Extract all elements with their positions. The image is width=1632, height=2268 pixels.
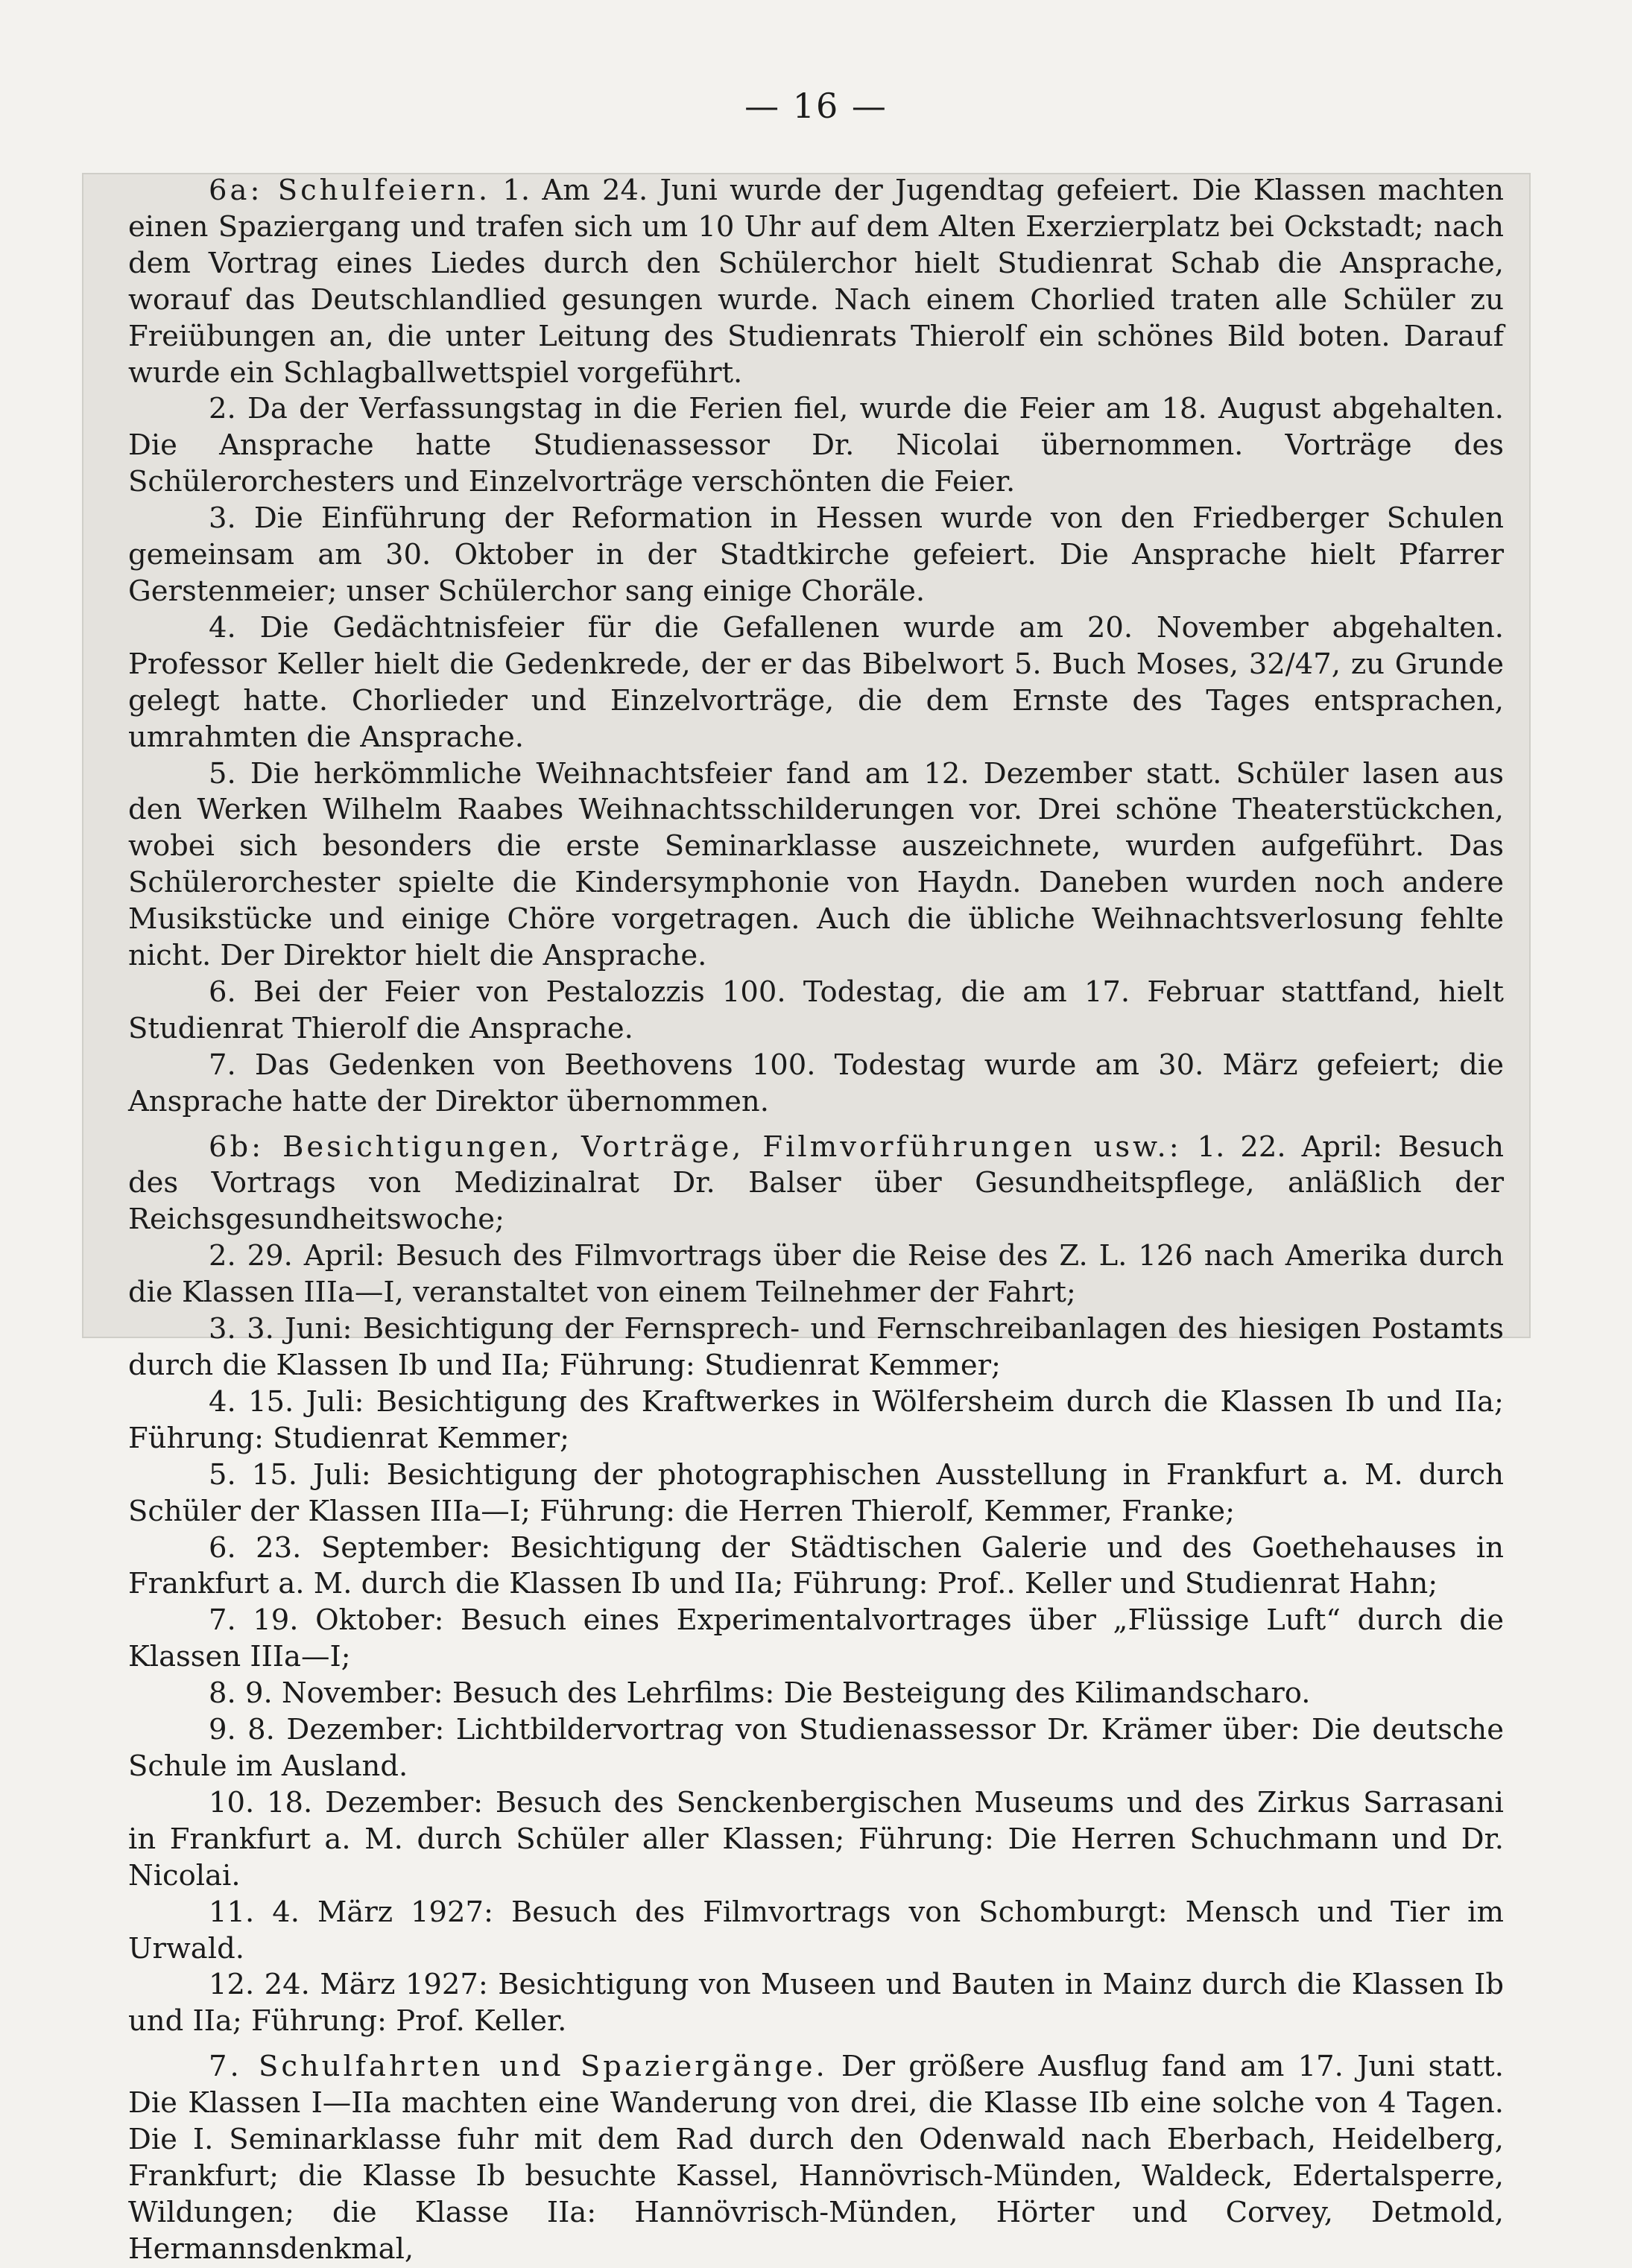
section-heading-6b: 6b: Besichtigungen, Vorträge, Filmvorführungen usw.: <box>209 1130 1182 1164</box>
paragraph-besichtigungen-4: 4. 15. Juli: Besichtigung des Kraftwerkes in Wölfersheim durch die Klassen Ib und IIa; Führung: Studienrat Kemmer; <box>128 1384 1504 1455</box>
paragraph-schulfeiern-3: 3. Die Einführung der Reformation in Hessen wurde von den Friedberger Schulen gemeinsam am 30. Oktober in der Stadtkirche gefeiert. Die Ansprache hielt Pfarrer Gerstenmeier; unser Schülerchor sang einige Choräle. <box>128 501 1504 608</box>
paragraph-besichtigungen-2: 2. 29. April: Besuch des Filmvortrags über die Reise des Z. L. 126 nach Amerika durch die Klassen IIIa—I, veranstaltet von einem Teilnehmer der Fahrt; <box>128 1239 1504 1310</box>
page-number: — 16 — <box>744 86 888 126</box>
paragraph-besichtigungen-1 <box>128 1130 1504 1239</box>
paragraph-besichtigungen-6: 6. 23. September: Besichtigung der Städtischen Galerie und des Goethehauses in Frankfurt a. M. durch die Klassen Ib und IIa; Führung: Prof.. Keller und Studienrat Hahn; <box>128 1530 1504 1601</box>
paragraph-besichtigungen-5: 5. 15. Juli: Besichtigung der photographischen Ausstellung in Frankfurt a. M. durch Schüler der Klassen IIIa—I; Führung: die Herren Thierolf, Kemmer, Franke; <box>128 1457 1504 1528</box>
paragraph-besichtigungen-9: 9. 8. Dezember: Lichtbildervortrag von Studienassessor Dr. Krämer über: Die deutsche Schule im Ausland. <box>128 1713 1504 1783</box>
paragraph-schulfeiern-2: 2. Da der Verfassungstag in die Ferien fiel, wurde die Feier am 18. August abgehalten. Die Ansprache hatte Studienassessor Dr. Nicolai übernommen. Vorträge des Schülerorchesters und Einzelvorträge verschönten die Feier. <box>128 392 1504 499</box>
paragraph-besichtigungen-11: 11. 4. März 1927: Besuch des Filmvortrags von Schomburgt: Mensch und Tier im Urwald. <box>128 1895 1504 1966</box>
paragraph-schulfeiern-6: 6. Bei der Feier von Pestalozzis 100. Todestag, die am 17. Februar stattfand, hielt Studienrat Thierolf die Ansprache. <box>128 975 1504 1045</box>
paragraph-text: 1. 22. April: Besuch des Vortrags von Medizinalrat Dr. Balser über Gesundheitspflege, anläßlich der Reichsgesundheitswoche; <box>128 1130 1504 1237</box>
paragraph-schulfeiern-1 <box>128 173 1504 391</box>
paragraph-besichtigungen-8: 8. 9. November: Besuch des Lehrfilms: Die Besteigung des Kilimandscharo. <box>209 1676 1311 1711</box>
paragraph-schulfeiern-7: 7. Das Gedenken von Beethovens 100. Todestag wurde am 30. März gefeiert; die Ansprache hatte der Direktor übernommen. <box>128 1048 1504 1118</box>
paragraph-besichtigungen-7: 7. 19. Oktober: Besuch eines Experimentalvortrages über „Flüssige Luft“ durch die Klassen IIIa—I; <box>128 1603 1504 1674</box>
paragraph-besichtigungen-3: 3. 3. Juni: Besichtigung der Fernsprech- und Fernschreibanlagen des hiesigen Postamts durch die Klassen Ib und IIa; Führung: Studienrat Kemmer; <box>128 1312 1504 1382</box>
section-heading-7: 7. Schulfahrten und Spaziergänge. <box>209 2050 828 2084</box>
paragraph-schulfeiern-5: 5. Die herkömmliche Weihnachtsfeier fand am 12. Dezember statt. Schüler lasen aus den Werken Wilhelm Raabes Weihnachtsschilderungen vor. Drei schöne Theaterstückchen, wobei sich besonders die erste Seminarklasse auszeichnete, wurden aufgeführt. Das Schülerorchester spielte die Kindersymphonie von Haydn. Daneben wurden noch andere Musikstücke und einige Chöre vorgetragen. Auch die übliche Weihnachtsverlosung fehlte nicht. Der Direktor hielt die Ansprache. <box>128 756 1504 973</box>
paragraph-schulfeiern-4: 4. Die Gedächtnisfeier für die Gefallenen wurde am 20. November abgehalten. Professor Keller hielt die Gedenkrede, der er das Bibelwort 5. Buch Moses, 32/47, zu Grunde gelegt hatte. Chorlieder und Einzelvorträge, die dem Ernste des Tages entsprachen, umrahmten die Ansprache. <box>128 610 1504 754</box>
paragraph-besichtigungen-10: 10. 18. Dezember: Besuch des Senckenbergischen Museums und des Zirkus Sarrasani in Frankfurt a. M. durch Schüler aller Klassen; Führung: Die Herren Schuchmann und Dr. Nicolai. <box>128 1785 1504 1892</box>
paragraph-schulfahrten <box>128 2049 1504 2267</box>
paragraph-text: Der größere Ausflug fand am 17. Juni statt. Die Klassen I—IIa machten eine Wanderung von drei, die Klasse IIb eine solche von 4 Tagen. Die I. Seminarklasse fuhr mit dem Rad durch den Odenwald nach Eberbach, Heidelberg, Frankfurt; die Klasse Ib besuchte Kassel, Hannövrisch-Münden, Waldeck, Edertalsperre, Wildungen; die Klasse IIa: Hannövrisch-Münden, Hörter und Corvey, Detmold, Hermannsdenkmal, <box>128 2050 1504 2266</box>
document-body <box>128 173 1504 2268</box>
paragraph-text: 1. Am 24. Juni wurde der Jugendtag gefeiert. Die Klassen machten einen Spaziergang und trafen sich um 10 Uhr auf dem Alten Exerzierplatz bei Ockstadt; nach dem Vortrag eines Liedes durch den Schülerchor hielt Studienrat Schab die Ansprache, worauf das Deutschlandlied gesungen wurde. Nach einem Chorlied traten alle Schüler zu Freiübungen an, die unter Leitung des Studienrats Thierolf ein schönes Bild boten. Darauf wurde ein Schlagballwettspiel vorgeführt. <box>128 174 1504 390</box>
section-heading-6a: 6a: Schulfeiern. <box>209 174 491 207</box>
paragraph-besichtigungen-12: 12. 24. März 1927: Besichtigung von Museen und Bauten in Mainz durch die Klassen Ib und IIa; Führung: Prof. Keller. <box>128 1968 1504 2039</box>
